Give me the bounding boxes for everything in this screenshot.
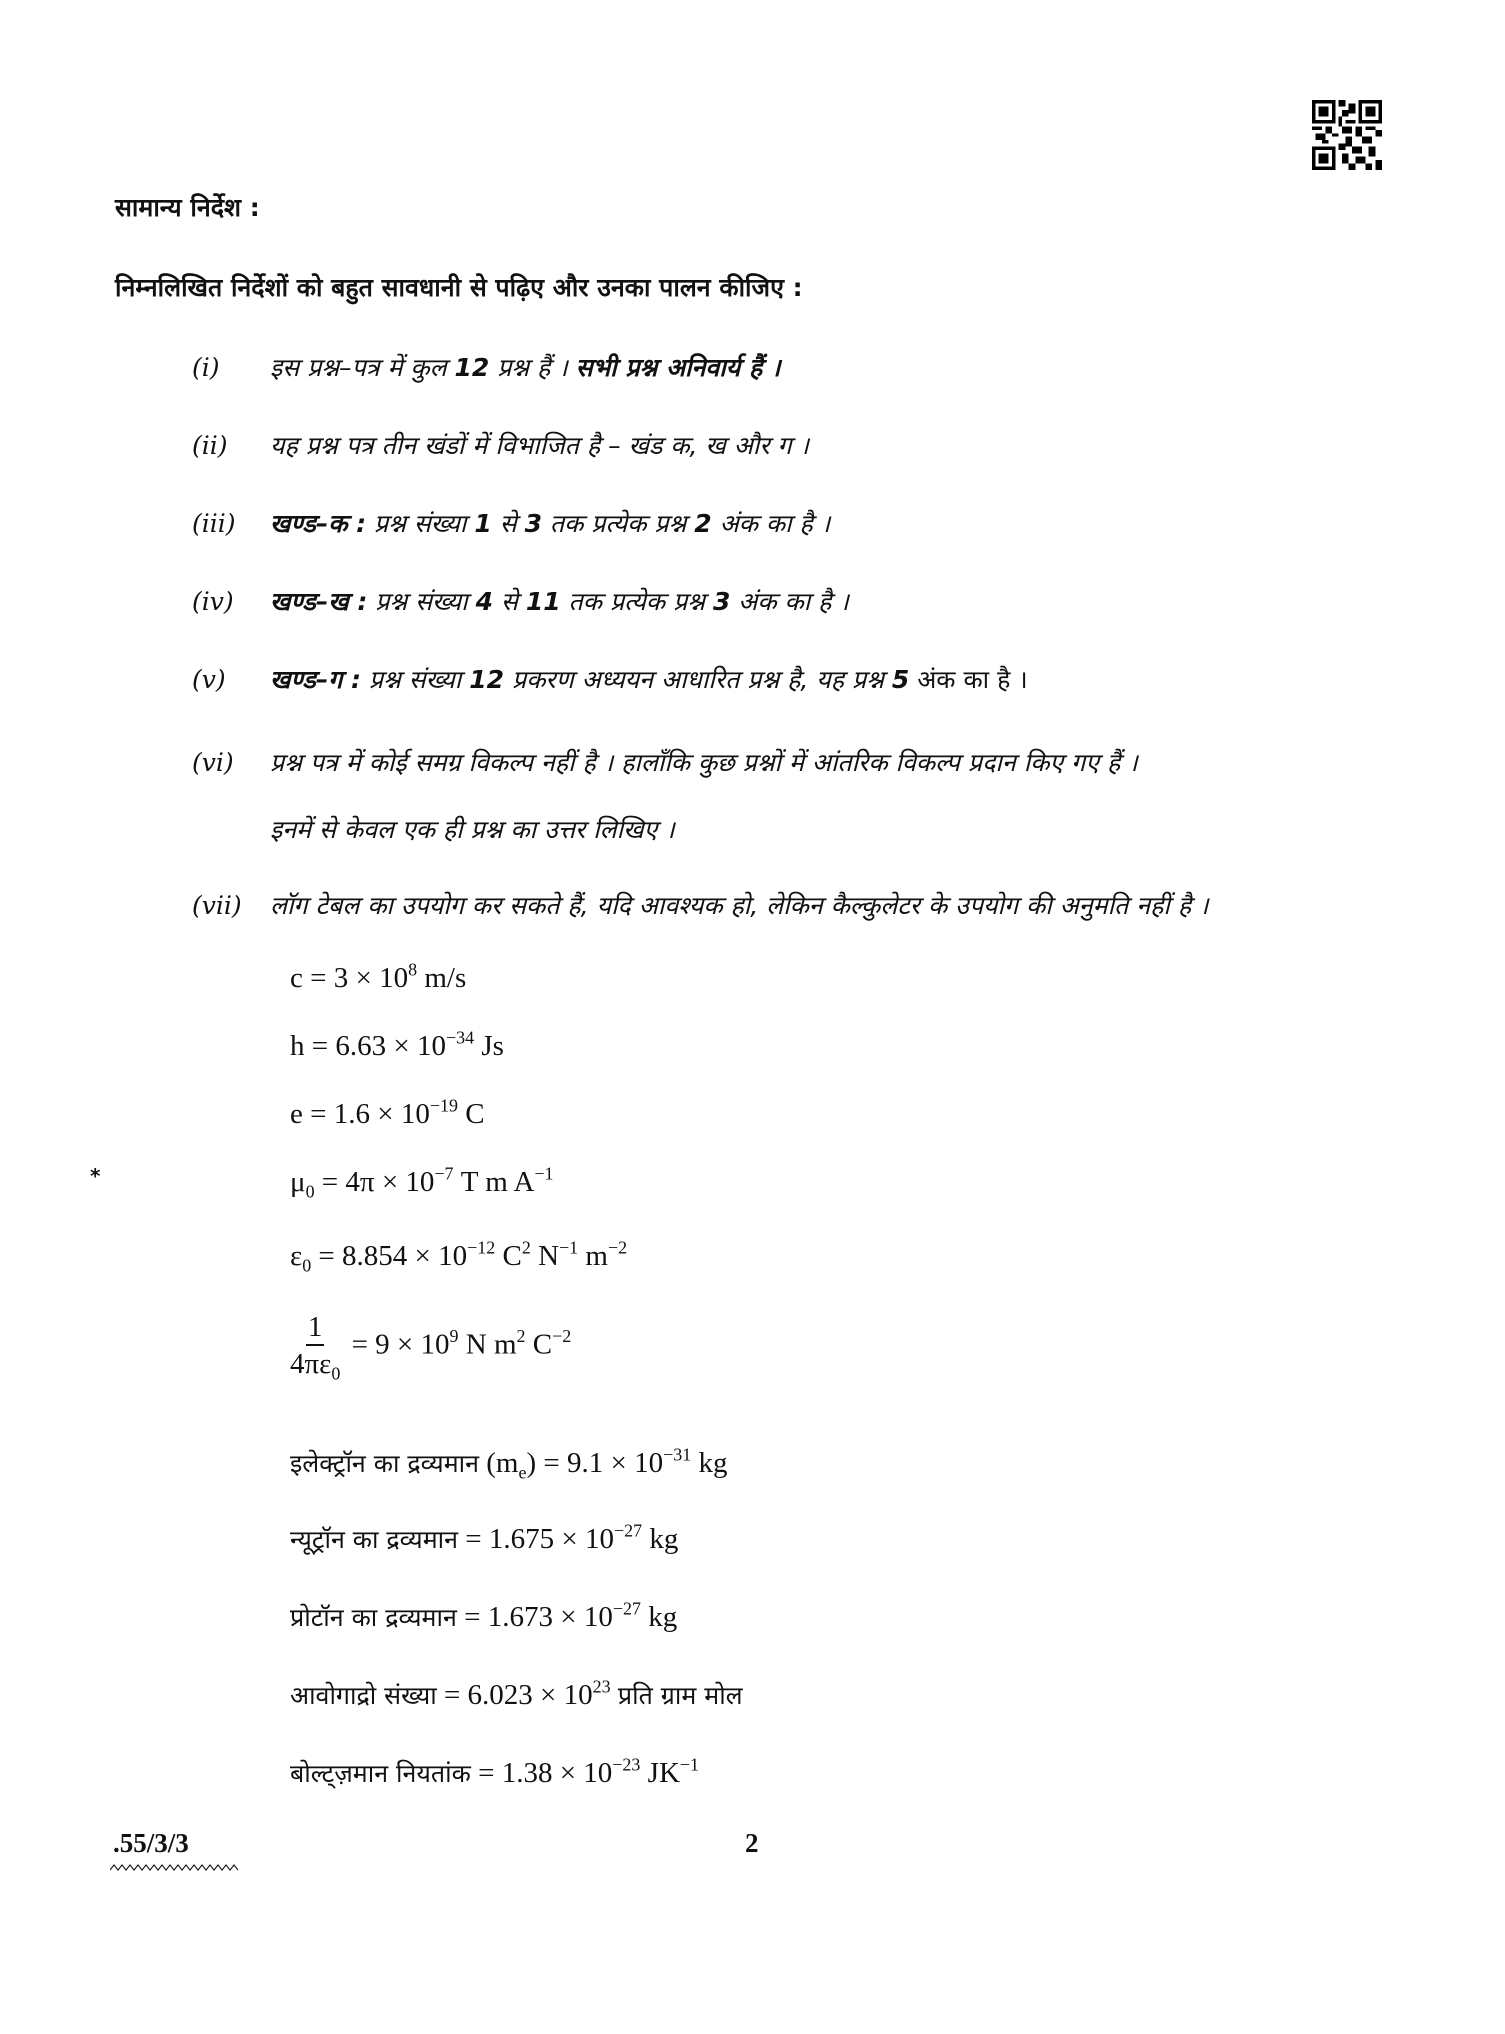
instruction-item (192, 745, 1138, 779)
constant-avogadro: आवोगाद्रो संख्या = $6.023 \times 10^{23}$ प्रति ग्राम मोल (290, 1676, 743, 1711)
constant-permeability: $\mu_0 = 4\pi \times 10^{-7}$ T m $A^{-1}$ (290, 1163, 554, 1202)
margin-asterisk: * (90, 1164, 101, 1188)
instruction-text: यह प्रश्न पत्र तीन खंडों में विभाजित है – खंड क, ख और ग । (270, 431, 810, 460)
constant-coulomb: $\frac{1}{4\pi\varepsilon_0}$ = $9 \times 10^9$ N $m^2$ $C^{-2}$ (290, 1311, 572, 1384)
instruction-item (192, 506, 830, 540)
instruction-text: खण्ड–ग : प्रश्न संख्या 12 प्रकरण अध्ययन आधारित प्रश्न है, यह प्रश्न 5 अंक का है । (270, 665, 1028, 694)
instruction-number: (iv) (192, 587, 234, 616)
constant-proton-mass: प्रोटॉन का द्रव्यमान = $1.673 \times 10^{-27}$ kg (290, 1598, 678, 1633)
instruction-number: (vi) (192, 748, 234, 777)
instruction-item (192, 584, 849, 618)
constant-electron-mass: इलेक्ट्रॉन का द्रव्यमान $(m_e) = 9.1 \times 10^{-31}$ kg (290, 1444, 728, 1483)
qr-code-icon (1312, 100, 1382, 170)
constant-neutron-mass: न्यूट्रॉन का द्रव्यमान = $1.675 \times 10^{-27}$ kg (290, 1520, 679, 1555)
instruction-item (192, 888, 1209, 922)
wavy-underline-decoration (110, 1862, 240, 1872)
paper-code: .55/3/3 (113, 1828, 189, 1858)
instruction-text: खण्ड–ख : प्रश्न संख्या 4 से 11 तक प्रत्येक प्रश्न 3 अंक का है । (270, 587, 849, 616)
instruction-continuation: इनमें से केवल एक ही प्रश्न का उत्तर लिखिए । (270, 815, 675, 844)
instruction-number: (vii) (192, 891, 242, 920)
instruction-item (192, 350, 780, 384)
constant-permittivity: $\varepsilon_0 = 8.854 \times 10^{-12}$ $C^2$ $N^{-1}$ $m^{-2}$ (290, 1237, 628, 1276)
section-title: सामान्य निर्देश : (115, 193, 260, 222)
instruction-text: इस प्रश्न–पत्र में कुल 12 प्रश्न हैं । सभी प्रश्न अनिवार्य हैं । (270, 353, 781, 382)
constant-electron-charge: $e = 1.6 \times 10^{-19}$ C (290, 1095, 485, 1130)
page-number: 2 (745, 1828, 759, 1858)
instruction-text: खण्ड–क : प्रश्न संख्या 1 से 3 तक प्रत्येक प्रश्न 2 अंक का है । (270, 509, 831, 538)
instruction-number: (iii) (192, 509, 236, 538)
instruction-number: (ii) (192, 431, 228, 460)
fraction: $\frac{1}{4\pi\varepsilon_0}$ (290, 1311, 341, 1384)
instruction-number: (i) (192, 353, 220, 382)
constant-planck: $h = 6.63 \times 10^{-34}$ Js (290, 1027, 504, 1062)
instruction-text: प्रश्न पत्र में कोई समग्र विकल्प नहीं है । हालाँकि कुछ प्रश्नों में आंतरिक विकल्प प्रदान किए गए हैं । (270, 748, 1138, 777)
constant-boltzmann: बोल्ट्ज़मान नियतांक = $1.38 \times 10^{-23}$ $JK^{-1}$ (290, 1754, 700, 1789)
instruction-item (192, 662, 1028, 696)
instructions-intro: निम्नलिखित निर्देशों को बहुत सावधानी से पढ़िए और उनका पालन कीजिए : (115, 273, 803, 302)
instruction-item (192, 428, 809, 462)
instruction-text: लॉग टेबल का उपयोग कर सकते हैं, यदि आवश्यक हो, लेकिन कैल्कुलेटर के उपयोग की अनुमति नहीं है । (270, 891, 1209, 920)
instruction-number: (v) (192, 665, 226, 694)
constant-speed-of-light: $c = 3 \times 10^8$ m/s (290, 959, 467, 994)
